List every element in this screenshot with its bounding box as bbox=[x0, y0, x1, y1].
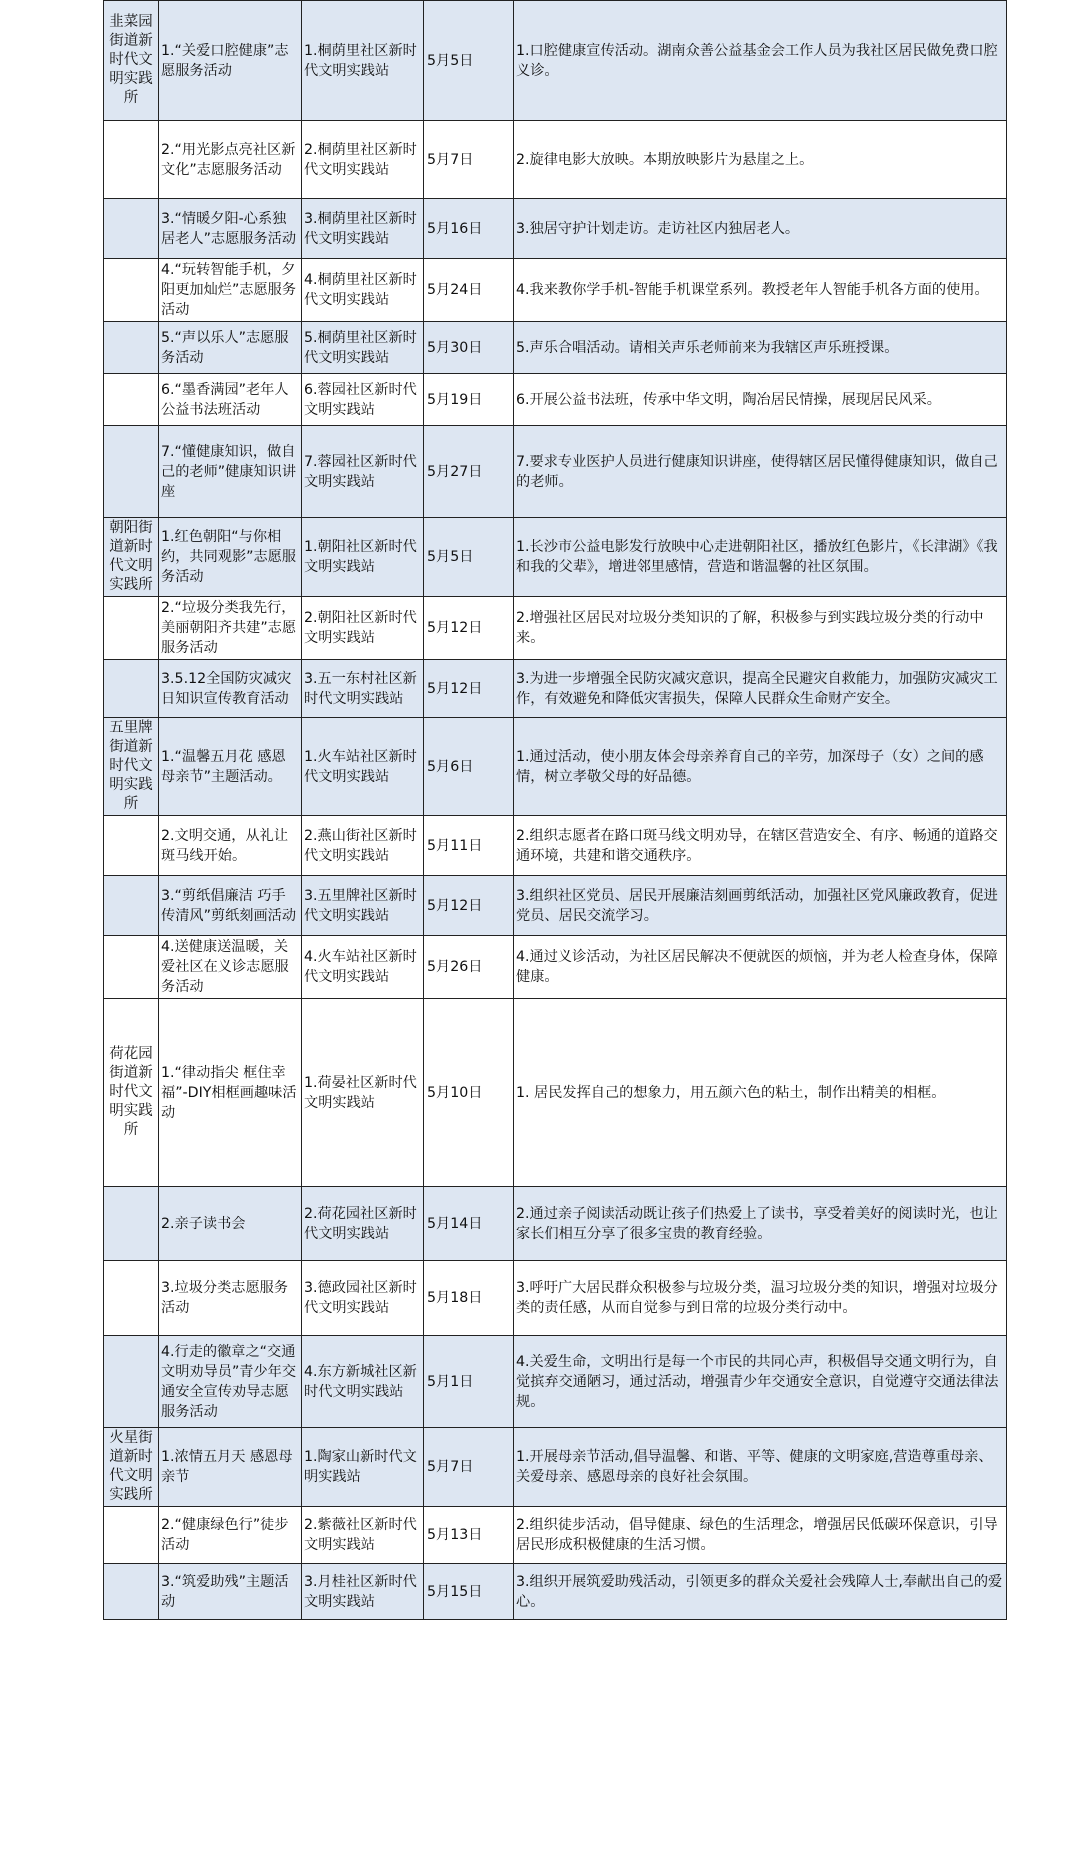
org-cell: 朝阳街道新时代文明实践所 bbox=[104, 518, 159, 597]
content-cell: 2.增强社区居民对垃圾分类知识的了解，积极参与到实践垃圾分类的行动中来。 bbox=[514, 597, 1007, 660]
date-cell: 5月19日 bbox=[424, 374, 514, 426]
org-cell: 韭菜园街道新时代文明实践所 bbox=[104, 1, 159, 121]
content-cell: 4.通过义诊活动，为社区居民解决不便就医的烦恼，并为老人检查身体，保障健康。 bbox=[514, 936, 1007, 999]
table-row bbox=[104, 597, 1007, 660]
content-cell: 6.开展公益书法班，传承中华文明，陶冶居民情操，展现居民风采。 bbox=[514, 374, 1007, 426]
station-cell: 2.紫薇社区新时代文明实践站 bbox=[302, 1507, 424, 1564]
date-cell: 5月12日 bbox=[424, 876, 514, 936]
org-cell: 火星街道新时代文明实践所 bbox=[104, 1428, 159, 1507]
activity-cell: 1.“律动指尖 框住幸福”-DIY相框画趣味活动 bbox=[159, 999, 302, 1187]
date-cell: 5月1日 bbox=[424, 1336, 514, 1428]
station-cell: 2.朝阳社区新时代文明实践站 bbox=[302, 597, 424, 660]
date-cell: 5月18日 bbox=[424, 1261, 514, 1336]
activity-cell: 1.浓情五月天 感恩母亲节 bbox=[159, 1428, 302, 1507]
activity-cell: 3.“筑爱助残”主题活动 bbox=[159, 1564, 302, 1620]
table-row bbox=[104, 1507, 1007, 1564]
table-row bbox=[104, 936, 1007, 999]
date-cell: 5月16日 bbox=[424, 199, 514, 259]
station-cell: 5.桐荫里社区新时代文明实践站 bbox=[302, 322, 424, 374]
table-row bbox=[104, 121, 1007, 199]
date-cell: 5月10日 bbox=[424, 999, 514, 1187]
activity-cell: 4.“玩转智能手机，夕阳更加灿烂”志愿服务活动 bbox=[159, 259, 302, 322]
table-row bbox=[104, 876, 1007, 936]
content-cell: 4.关爱生命，文明出行是每一个市民的共同心声，积极倡导交通文明行为，自觉摈弃交通陋习，通过活动，增强青少年交通安全意识，自觉遵守交通法律法规。 bbox=[514, 1336, 1007, 1428]
activity-cell: 2.亲子读书会 bbox=[159, 1187, 302, 1261]
org-cell bbox=[104, 816, 159, 876]
date-cell: 5月30日 bbox=[424, 322, 514, 374]
activity-cell: 1.红色朝阳“与你相约，共同观影”志愿服务活动 bbox=[159, 518, 302, 597]
station-cell: 3.德政园社区新时代文明实践站 bbox=[302, 1261, 424, 1336]
table-row bbox=[104, 999, 1007, 1187]
org-cell bbox=[104, 1261, 159, 1336]
station-cell: 3.月桂社区新时代文明实践站 bbox=[302, 1564, 424, 1620]
station-cell: 1.陶家山新时代文明实践站 bbox=[302, 1428, 424, 1507]
activity-cell: 6.“墨香满园”老年人公益书法班活动 bbox=[159, 374, 302, 426]
table-row bbox=[104, 199, 1007, 259]
table-row bbox=[104, 1187, 1007, 1261]
content-cell: 1.口腔健康宣传活动。湖南众善公益基金会工作人员为我社区居民做免费口腔义诊。 bbox=[514, 1, 1007, 121]
table-row bbox=[104, 1564, 1007, 1620]
date-cell: 5月11日 bbox=[424, 816, 514, 876]
station-cell: 4.火车站社区新时代文明实践站 bbox=[302, 936, 424, 999]
org-cell bbox=[104, 259, 159, 322]
station-cell: 3.桐荫里社区新时代文明实践站 bbox=[302, 199, 424, 259]
content-cell: 1. 居民发挥自己的想象力，用五颜六色的粘土，制作出精美的相框。 bbox=[514, 999, 1007, 1187]
content-cell: 2.通过亲子阅读活动既让孩子们热爱上了读书，享受着美好的阅读时光，也让家长们相互分享了很多宝贵的教育经验。 bbox=[514, 1187, 1007, 1261]
activity-cell: 2.“垃圾分类我先行，美丽朝阳齐共建”志愿服务活动 bbox=[159, 597, 302, 660]
date-cell: 5月6日 bbox=[424, 718, 514, 816]
station-cell: 3.五里牌社区新时代文明实践站 bbox=[302, 876, 424, 936]
activity-cell: 1.“温馨五月花 感恩母亲节”主题活动。 bbox=[159, 718, 302, 816]
station-cell: 4.桐荫里社区新时代文明实践站 bbox=[302, 259, 424, 322]
content-cell: 2.组织志愿者在路口斑马线文明劝导，在辖区营造安全、有序、畅通的道路交通环境，共建和谐交通秩序。 bbox=[514, 816, 1007, 876]
activity-cell: 3.“剪纸倡廉洁 巧手传清风”剪纸刻画活动 bbox=[159, 876, 302, 936]
table-row bbox=[104, 322, 1007, 374]
org-cell bbox=[104, 660, 159, 718]
org-cell bbox=[104, 426, 159, 518]
table-row bbox=[104, 718, 1007, 816]
date-cell: 5月7日 bbox=[424, 1428, 514, 1507]
date-cell: 5月12日 bbox=[424, 660, 514, 718]
org-cell bbox=[104, 199, 159, 259]
activity-cell: 5.“声以乐人”志愿服务活动 bbox=[159, 322, 302, 374]
table-row bbox=[104, 1261, 1007, 1336]
table-row bbox=[104, 816, 1007, 876]
activity-cell: 2.“健康绿色行”徒步活动 bbox=[159, 1507, 302, 1564]
date-cell: 5月5日 bbox=[424, 1, 514, 121]
station-cell: 3.五一东村社区新时代文明实践站 bbox=[302, 660, 424, 718]
org-cell bbox=[104, 597, 159, 660]
date-cell: 5月24日 bbox=[424, 259, 514, 322]
content-cell: 2.旋律电影大放映。本期放映影片为悬崖之上。 bbox=[514, 121, 1007, 199]
activity-cell: 3.“情暖夕阳-心系独居老人”志愿服务活动 bbox=[159, 199, 302, 259]
date-cell: 5月14日 bbox=[424, 1187, 514, 1261]
org-cell bbox=[104, 1336, 159, 1428]
date-cell: 5月13日 bbox=[424, 1507, 514, 1564]
activity-cell: 4.送健康送温暖，关爱社区在义诊志愿服务活动 bbox=[159, 936, 302, 999]
station-cell: 2.荷花园社区新时代文明实践站 bbox=[302, 1187, 424, 1261]
table-row bbox=[104, 1336, 1007, 1428]
table-row bbox=[104, 374, 1007, 426]
content-cell: 2.组织徒步活动，倡导健康、绿色的生活理念，增强居民低碳环保意识，引导居民形成积极健康的生活习惯。 bbox=[514, 1507, 1007, 1564]
content-cell: 1.开展母亲节活动,倡导温馨、和谐、平等、健康的文明家庭,营造尊重母亲、关爱母亲、感恩母亲的良好社会氛围。 bbox=[514, 1428, 1007, 1507]
station-cell: 6.蓉园社区新时代文明实践站 bbox=[302, 374, 424, 426]
org-cell: 荷花园街道新时代文明实践所 bbox=[104, 999, 159, 1187]
activity-table bbox=[103, 0, 1007, 1620]
station-cell: 1.朝阳社区新时代文明实践站 bbox=[302, 518, 424, 597]
org-cell bbox=[104, 876, 159, 936]
content-cell: 3.为进一步增强全民防灾减灾意识，提高全民避灾自救能力，加强防灾减灾工作，有效避免和降低灾害损失，保障人民群众生命财产安全。 bbox=[514, 660, 1007, 718]
org-cell bbox=[104, 1564, 159, 1620]
org-cell bbox=[104, 322, 159, 374]
table-row bbox=[104, 518, 1007, 597]
date-cell: 5月7日 bbox=[424, 121, 514, 199]
org-cell bbox=[104, 121, 159, 199]
content-cell: 3.组织开展筑爱助残活动，引领更多的群众关爱社会残障人士,奉献出自己的爱心。 bbox=[514, 1564, 1007, 1620]
station-cell: 1.火车站社区新时代文明实践站 bbox=[302, 718, 424, 816]
org-cell bbox=[104, 936, 159, 999]
activity-cell: 3.垃圾分类志愿服务活动 bbox=[159, 1261, 302, 1336]
station-cell: 2.桐荫里社区新时代文明实践站 bbox=[302, 121, 424, 199]
date-cell: 5月12日 bbox=[424, 597, 514, 660]
content-cell: 3.独居守护计划走访。走访社区内独居老人。 bbox=[514, 199, 1007, 259]
org-cell bbox=[104, 374, 159, 426]
content-cell: 3.组织社区党员、居民开展廉洁刻画剪纸活动，加强社区党风廉政教育，促进党员、居民交流学习。 bbox=[514, 876, 1007, 936]
station-cell: 1.桐荫里社区新时代文明实践站 bbox=[302, 1, 424, 121]
content-cell: 1.长沙市公益电影发行放映中心走进朝阳社区，播放红色影片，《长津湖》《我和我的父辈》，增进邻里感情，营造和谐温馨的社区氛围。 bbox=[514, 518, 1007, 597]
date-cell: 5月26日 bbox=[424, 936, 514, 999]
date-cell: 5月27日 bbox=[424, 426, 514, 518]
station-cell: 2.燕山街社区新时代文明实践站 bbox=[302, 816, 424, 876]
org-cell: 五里牌街道新时代文明实践所 bbox=[104, 718, 159, 816]
activity-cell: 2.“用光影点亮社区新文化”志愿服务活动 bbox=[159, 121, 302, 199]
org-cell bbox=[104, 1187, 159, 1261]
table-row bbox=[104, 1, 1007, 121]
table-row bbox=[104, 1428, 1007, 1507]
activity-cell: 7.“懂健康知识，做自己的老师”健康知识讲座 bbox=[159, 426, 302, 518]
station-cell: 1.荷晏社区新时代文明实践站 bbox=[302, 999, 424, 1187]
content-cell: 3.呼吁广大居民群众积极参与垃圾分类，温习垃圾分类的知识，增强对垃圾分类的责任感，从而自觉参与到日常的垃圾分类行动中。 bbox=[514, 1261, 1007, 1336]
station-cell: 4.东方新城社区新时代文明实践站 bbox=[302, 1336, 424, 1428]
table-row bbox=[104, 259, 1007, 322]
table-row bbox=[104, 660, 1007, 718]
content-cell: 1.通过活动，使小朋友体会母亲养育自己的辛劳，加深母子（女）之间的感情，树立孝敬父母的好品德。 bbox=[514, 718, 1007, 816]
station-cell: 7.蓉园社区新时代文明实践站 bbox=[302, 426, 424, 518]
activity-cell: 4.行走的徽章之“交通文明劝导员”青少年交通安全宣传劝导志愿服务活动 bbox=[159, 1336, 302, 1428]
date-cell: 5月15日 bbox=[424, 1564, 514, 1620]
activity-cell: 3.5.12全国防灾减灾日知识宣传教育活动 bbox=[159, 660, 302, 718]
org-cell bbox=[104, 1507, 159, 1564]
content-cell: 5.声乐合唱活动。请相关声乐老师前来为我辖区声乐班授课。 bbox=[514, 322, 1007, 374]
activity-cell: 1.“关爱口腔健康”志愿服务活动 bbox=[159, 1, 302, 121]
date-cell: 5月5日 bbox=[424, 518, 514, 597]
activity-cell: 2.文明交通，从礼让斑马线开始。 bbox=[159, 816, 302, 876]
content-cell: 4.我来教你学手机-智能手机课堂系列。教授老年人智能手机各方面的使用。 bbox=[514, 259, 1007, 322]
content-cell: 7.要求专业医护人员进行健康知识讲座，使得辖区居民懂得健康知识，做自己的老师。 bbox=[514, 426, 1007, 518]
table-row bbox=[104, 426, 1007, 518]
